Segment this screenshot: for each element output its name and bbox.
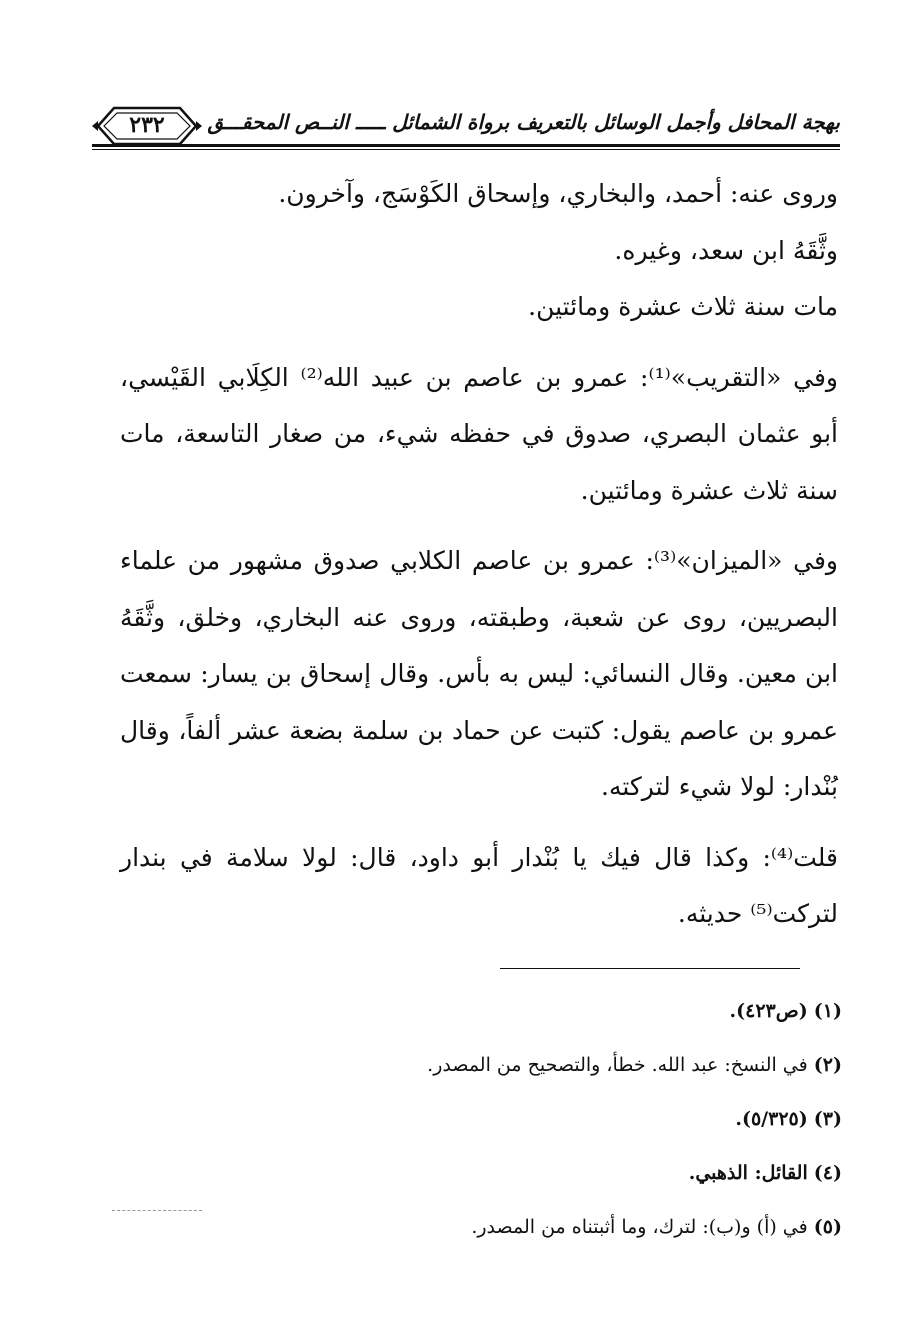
page-number-badge [92,104,202,148]
footnote-4 [120,1146,842,1200]
scan-specks [112,1210,202,1215]
footnote-2 [120,1038,842,1092]
footnote-number: (١) [813,1000,842,1022]
running-header [92,104,840,148]
paragraph-6: قلت⁽⁴⁾: وكذا قال فيك يا بُنْدار أبو داود، قال: لولا سلامة في بندار لتركت⁽⁵⁾ حديثه. [120,842,838,928]
footnote-separator [500,968,800,969]
footnote-text: القائل: الذهبي. [688,1162,808,1184]
main-text [120,166,838,943]
paragraph-4: وفي «التقريب»⁽¹⁾: عمرو بن عاصم بن عبيد الله⁽²⁾ الكِلَابي القَيْسي، أبو عثمان البصري، صدوق في حفظه شيء، من صغار التاسعة، مات سنة ثلاث عشرة ومائتين. [120,362,838,505]
footnote-text: في النسخ: عبد الله. خطأ، والتصحيح من المصدر. [427,1054,808,1076]
footnote-number: (٥) [813,1216,842,1238]
paragraph-5: وفي «الميزان»⁽³⁾: عمرو بن عاصم الكلابي صدوق مشهور من علماء البصريين، روى عن شعبة، وطبقته، وروى عنه البخاري، وخلق، وثَّقَهُ ابن معين. وقال النسائي: ليس به بأس. وقال إسحاق بن يسار: سمعت عمرو بن عاصم يقول: كتبت عن حماد بن سلمة بضعة عشر ألفاً، وقال بُنْدار: لولا شيء لتركته. [120,546,838,801]
footnote-3 [120,1092,842,1146]
footnote-text: (٥/٣٢٥). [735,1108,808,1130]
header-rule-thick [92,144,840,147]
footnotes [120,984,842,1254]
footnote-number: (٢) [813,1054,842,1076]
paragraph-2: وثَّقَهُ ابن سعد، وغيره. [614,235,838,265]
book-title: بهجة المحافل وأجمل الوسائل بالتعريف برواة الشمائل ـــــ النــص المحقـــق [207,110,840,134]
footnote-number: (٤) [813,1162,842,1184]
footnote-number: (٣) [813,1108,842,1130]
footnote-text: في (أ) و(ب): لترك، وما أثبتناه من المصدر. [471,1216,808,1238]
footnote-text: (ص٤٢٣). [729,1000,808,1022]
footnote-5 [120,1200,842,1254]
paragraph-1: وروى عنه: أحمد، والبخاري، وإسحاق الكَوْسَج، وآخرون. [278,179,838,208]
page-number: ٢٣٢ [129,112,165,138]
header-rule-thin [92,149,840,150]
footnote-1 [120,984,842,1038]
paragraph-3: مات سنة ثلاث عشرة ومائتين. [528,292,838,321]
